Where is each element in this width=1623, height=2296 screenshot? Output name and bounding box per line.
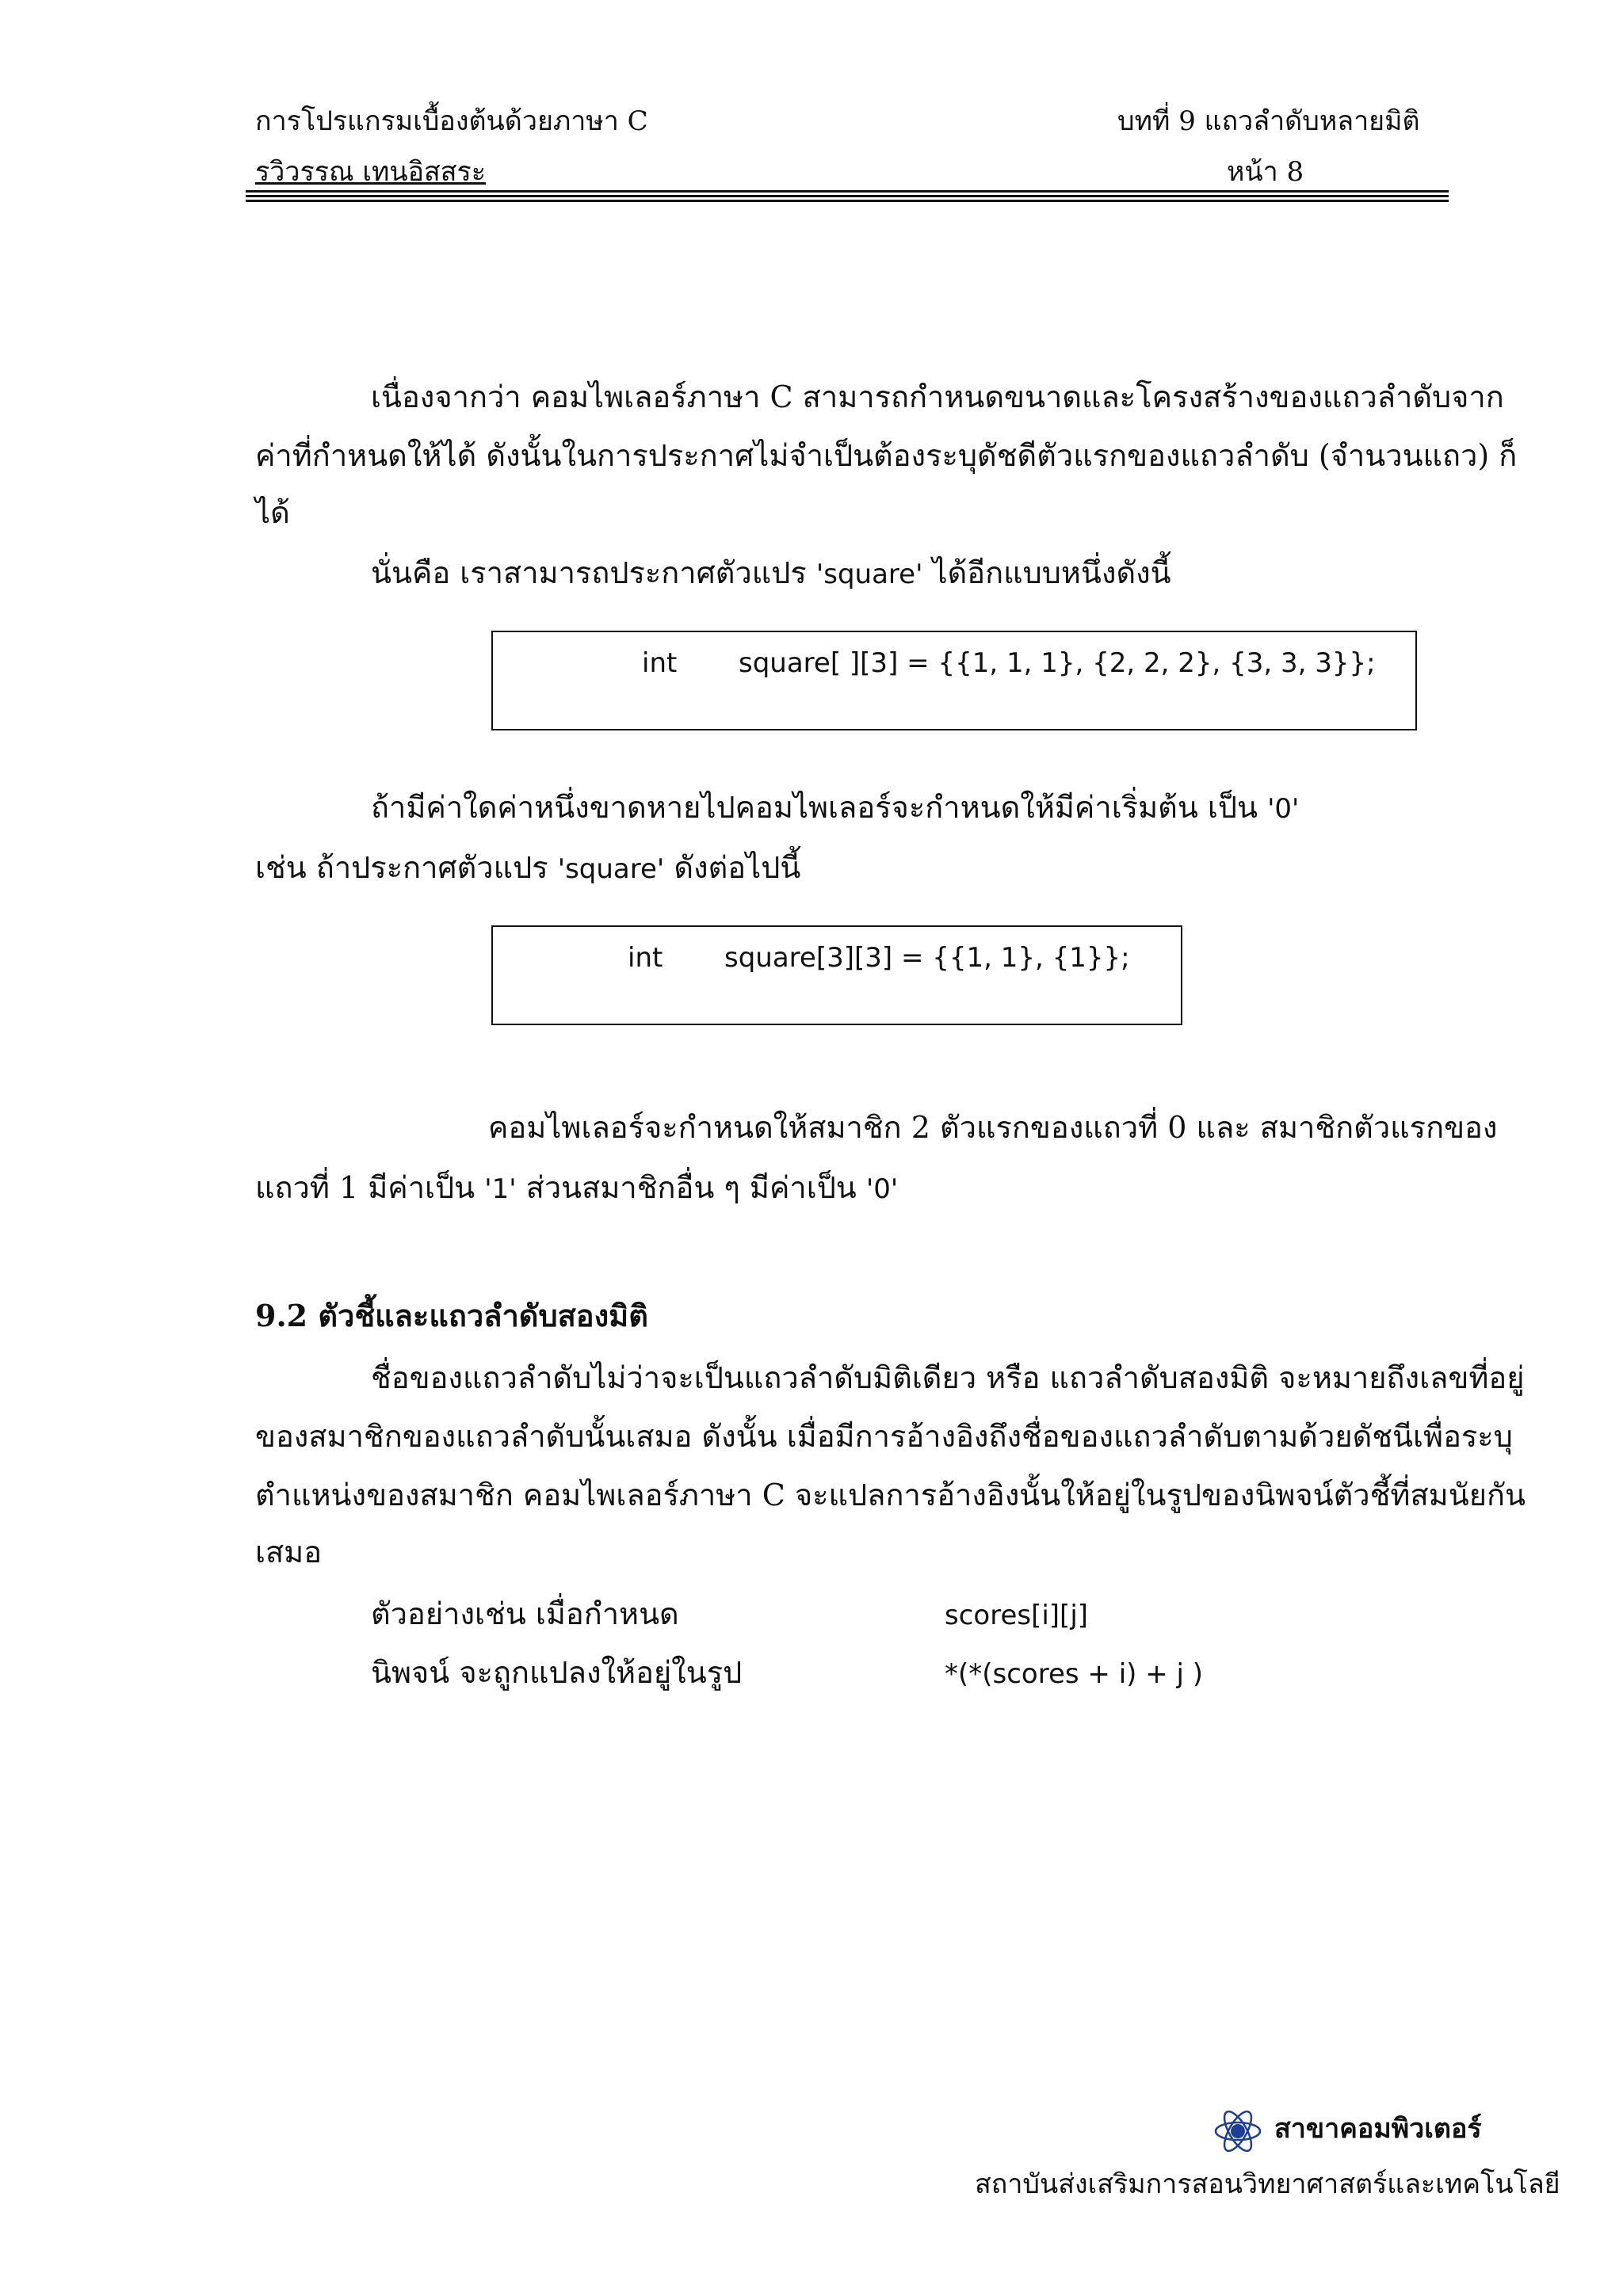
header-chapter: บทที่ 9 แถวลำดับหลายมิติ <box>1117 105 1420 137</box>
para1-line1: เนื่องจากว่า คอมไพเลอร์ภาษา C สามารถกำหนดขนาดและโครงสร้างของแถวลำดับจาก <box>371 379 1504 414</box>
para4-line2-v2: '0' <box>865 1173 899 1205</box>
header-page-number: หน้า 8 <box>1227 156 1304 188</box>
para2-line <box>371 555 1171 590</box>
header-author: รวิวรรณ เทนอิสสระ <box>255 156 487 188</box>
ipst-logo-icon <box>1212 2106 1263 2157</box>
para3-line2 <box>255 852 800 883</box>
header-rule-2 <box>246 195 1449 197</box>
section-line3: ตำแหน่งของสมาชิก คอมไพเลอร์ภาษา C จะแปลการอ้างอิงนั้นให้อยู่ในรูปของนิพจน์ตัวชี้ที่สมนัยกัน <box>255 1478 1526 1512</box>
para3-line2-var: 'square' <box>557 853 665 885</box>
para4-line2-b: ส่วนสมาชิกอื่น ๆ มีค่าเป็น <box>525 1170 857 1205</box>
para1-line2: ค่าที่กำหนดให้ได้ ดังนั้นในการประกาศไม่จำเป็นต้องระบุดัชดีตัวแรกของแถวลำดับ (จำนวนแถว) ก็ <box>255 438 1518 473</box>
para2-text: นั่นคือ เราสามารถประกาศตัวแปร <box>371 555 807 590</box>
para3-line1-text: ถ้ามีค่าใดค่าหนึ่งขาดหายไปคอมไพเลอร์จะกำหนดให้มีค่าเริ่มต้น เป็น <box>371 790 1258 825</box>
example-code-1: scores[i][j] <box>945 1600 1089 1631</box>
section-heading: 9.2 ตัวชี้และแถวลำดับสองมิติ <box>255 1298 648 1333</box>
header-doc-title: การโปรแกรมเบื้องต้นด้วยภาษา C <box>255 105 648 137</box>
header-rule-1 <box>246 190 1449 193</box>
section-line1: ชื่อของแถวลำดับไม่ว่าจะเป็นแถวลำดับมิติเดียว หรือ แถวลำดับสองมิติ จะหมายถึงเลขที่อยู่ <box>371 1360 1525 1395</box>
section-line2: ของสมาชิกของแถวลำดับนั้นเสมอ ดังนั้น เมื่อมีการอ้างอิงถึงชื่อของแถวลำดับตามด้วยดัชนีเพื่อระบุ <box>255 1419 1513 1454</box>
section-line4: เสมอ <box>255 1535 323 1569</box>
code1-statement: square[ ][3] = {{1, 1, 1}, {2, 2, 2}, {3, 3, 3}}; <box>739 647 1376 679</box>
example-code-2: *(*(scores + i) + j ) <box>945 1658 1204 1690</box>
example-label-1: ตัวอย่างเช่น เมื่อกำหนด <box>371 1596 679 1631</box>
para2-tail: ได้อีกแบบหนึ่งดังนี้ <box>932 555 1171 590</box>
para4-line2 <box>255 1170 899 1205</box>
footer-institute: สถาบันส่งเสริมการสอนวิทยาศาสตร์และเทคโนโลยี <box>975 2168 1560 2200</box>
para3-line2-tail: ดังต่อไปนี้ <box>674 850 801 885</box>
footer-department: สาขาคอมพิวเตอร์ <box>1274 2113 1482 2145</box>
header-rule-3 <box>246 200 1449 202</box>
para4-line2-v1: '1' <box>484 1173 517 1205</box>
code-box-1 <box>491 631 1417 730</box>
para3-line2-text: เช่น ถ้าประกาศตัวแปร <box>255 850 548 885</box>
para1-line3: ได้ <box>255 495 290 530</box>
para3-line1 <box>371 790 1300 825</box>
para4-line2-a: แถวที่ 1 มีค่าเป็น <box>255 1170 475 1205</box>
para3-line1-value: '0' <box>1267 793 1300 825</box>
code2-keyword: int <box>628 942 663 974</box>
para4-line1: คอมไพเลอร์จะกำหนดให้สมาชิก 2 ตัวแรกของแถวที่ 0 และ สมาชิกตัวแรกของ <box>488 1110 1498 1145</box>
example-label-2: นิพจน์ จะถูกแปลงให้อยู่ในรูป <box>371 1655 743 1690</box>
code2-statement: square[3][3] = {{1, 1}, {1}}; <box>724 942 1130 974</box>
para2-var: 'square' <box>815 559 923 590</box>
code1-keyword: int <box>642 647 678 679</box>
code-box-2 <box>491 925 1182 1025</box>
